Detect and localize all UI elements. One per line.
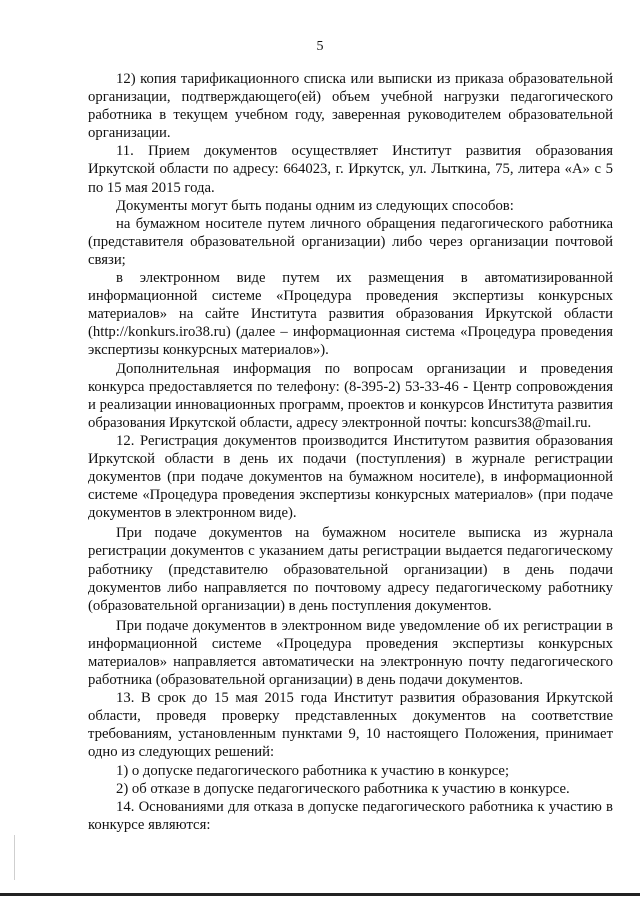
paragraph-electronic-submission: в электронном виде путем их размещения в автоматизированной информационной системе «Процедура проведения экспертизы конкурсных материалов» на сайте Института развития образования Иркутской области (http://konkurs.iro38.ru) (далее – информационная система «Процедура проведения экспертизы конкурсных материалов»). <box>88 270 613 359</box>
paragraph-14-refusal-grounds: 14. Основаниями для отказа в допуске педагогического работника к участию в конкурсе являются: <box>88 798 613 833</box>
paragraph-12-registration: 12. Регистрация документов производится Институтом развития образования Иркутской области в день их подачи (поступления) в журнале регистрации документов (при подаче документов на бумажном носителе), в информационной системе «Процедура проведения экспертизы конкурсных материалов» (при подаче документов в электронном виде). <box>88 432 613 522</box>
paragraph-contact-info: Дополнительная информация по вопросам организации и проведения конкурса предоставляется по телефону: (8-395-2) 53-33-46 - Центр сопровождения и реализации инновационных программ, проектов и конкурсов Института развития образования Иркутской области, адресу электронной почты: koncurs38@mail.ru. <box>88 360 613 431</box>
page-number: 5 <box>316 39 324 54</box>
scan-margin-mark <box>14 835 15 880</box>
paragraph-11-document-acceptance: 11. Прием документов осуществляет Институт развития образования Иркутской области по адресу: 664023, г. Иркутск, ул. Лыткина, 75, литера «А» с 5 по 15 мая 2015 года. <box>88 143 613 196</box>
paragraph-paper-submission: на бумажном носителе путем личного обращения педагогического работника (представителя образовательной организации) либо через организации почтовой связи; <box>88 215 613 268</box>
document-body <box>88 70 613 834</box>
paragraph-paper-registration-extract: При подаче документов на бумажном носителе выписка из журнала регистрации документов с указанием даты регистрации выдается педагогическому работнику (представителю образовательной организации) в день подачи документов либо направляется по почтовому адресу педагогическому работнику (образовательной организации) в день поступления документов. <box>88 525 613 614</box>
paragraph-electronic-registration-notice: При подаче документов в электронном виде уведомление об их регистрации в информационной системе «Процедура проведения экспертизы конкурсных материалов» направляется автоматически на электронную почту педагогического работника (образовательной организации) в день подачи документов. <box>88 617 613 689</box>
paragraph-submission-methods: Документы могут быть поданы одним из следующих способов: <box>116 197 514 214</box>
scan-bottom-edge <box>0 893 640 896</box>
paragraph-decision-admission: 1) о допуске педагогического работника к участию в конкурсе; <box>116 762 510 779</box>
paragraph-decision-refusal: 2) об отказе в допуске педагогического работника к участию в конкурсе. <box>116 780 570 797</box>
paragraph-13-decision: 13. В срок до 15 мая 2015 года Институт развития образования Иркутской области, проведя проверку представленных документов на соответствие требованиям, установленным пунктами 9, 10 настоящего Положения, принимает одно из следующих решений: <box>88 690 613 761</box>
paragraph-item-12-copy-tariff-list: 12) копия тарификационного списка или выписки из приказа образовательной организации, подтверждающего(ей) объем учебной нагрузки педагогического работника в текущем учебном году, заверенная руководителем образовательной организации. <box>88 71 613 142</box>
